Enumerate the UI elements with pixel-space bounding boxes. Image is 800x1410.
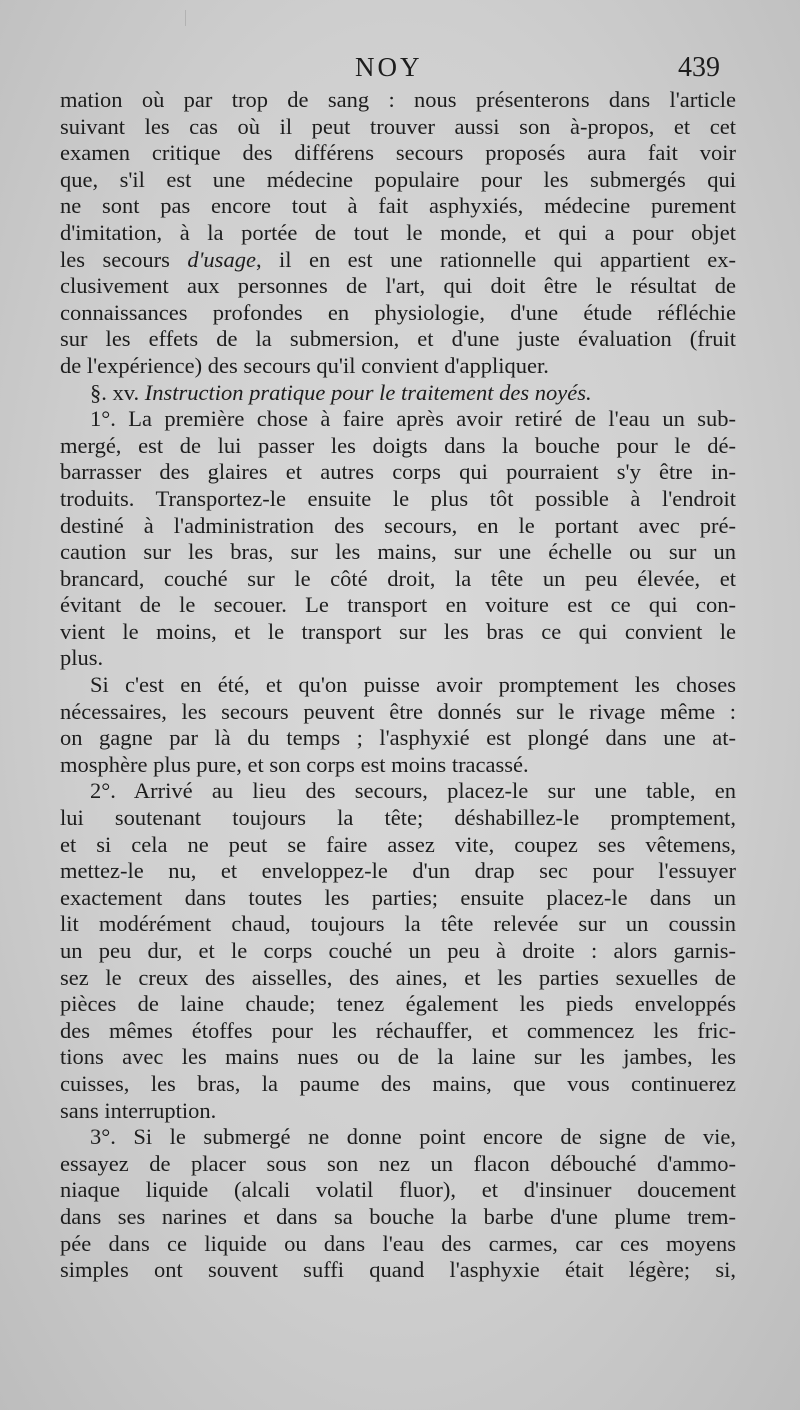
text-line: 3°. Si le submergé ne donne point encore de signe de vie, xyxy=(90,1124,736,1150)
text-line: d'imitation, à la portée de tout le monde, et qui a pour objet xyxy=(60,219,736,245)
text-line: 1°. La première chose à faire après avoir retiré de l'eau un sub- xyxy=(90,406,736,432)
body-text xyxy=(60,87,736,1284)
text-line: cuisses, les bras, la paume des mains, que vous continuerez xyxy=(60,1070,736,1096)
page-header xyxy=(0,52,800,86)
text-line: dans ses narines et dans sa bouche la barbe d'une plume trem- xyxy=(60,1203,736,1229)
text-line: mettez-le nu, et enveloppez-le d'un drap sec pour l'essuyer xyxy=(60,858,736,884)
text-line: lui soutenant toujours la tête; déshabillez-le promptement, xyxy=(60,805,736,831)
text-line: plus. xyxy=(60,645,104,671)
text-line: barrasser des glaires et autres corps qui pourraient s'y être in- xyxy=(60,459,736,485)
page-number: 439 xyxy=(678,52,720,83)
text-line: ne sont pas encore tout à fait asphyxiés, médecine purement xyxy=(60,193,736,219)
running-head: NOY xyxy=(355,52,423,82)
text-line: examen critique des différens secours proposés aura fait voir xyxy=(60,140,736,166)
text-line: 2°. Arrivé au lieu des secours, placez-le sur une table, en xyxy=(90,778,736,804)
scan-mark xyxy=(185,10,186,26)
text-line: sans interruption. xyxy=(60,1097,217,1123)
text-line: lit modérément chaud, toujours la tête relevée sur un coussin xyxy=(60,911,736,937)
text-line: destiné à l'administration des secours, en le portant avec pré- xyxy=(60,512,736,538)
text-line: pièces de laine chaude; tenez également les pieds enveloppés xyxy=(60,991,736,1017)
text-line: essayez de placer sous son nez un flacon débouché d'ammo- xyxy=(60,1150,736,1176)
text-line: troduits. Transportez-le ensuite le plus tôt possible à l'endroit xyxy=(60,485,736,511)
text-fragment: les secours xyxy=(60,246,188,272)
text-line: Si c'est en été, et qu'on puisse avoir promptement les choses xyxy=(90,672,736,698)
text-line: suivant les cas où il peut trouver aussi son à-propos, et cet xyxy=(60,113,736,139)
text-line: sez le creux des aisselles, des aines, et les parties sexuelles de xyxy=(60,964,736,990)
text-line: tions avec les mains nues ou de la laine sur les jambes, les xyxy=(60,1044,736,1070)
text-line: exactement dans toutes les parties; ensuite placez-le dans un xyxy=(60,884,736,910)
text-line: et si cela ne peut se faire assez vite, coupez ses vêtemens, xyxy=(60,831,736,857)
text-line: vient le moins, et le transport sur les bras ce qui convient le xyxy=(60,618,736,644)
text-line: mosphère plus pure, et son corps est moins tracassé. xyxy=(60,751,529,777)
text-line: de l'expérience) des secours qu'il convient d'appliquer. xyxy=(60,352,549,378)
text-line: que, s'il est une médecine populaire pour les submergés qui xyxy=(60,166,736,192)
section-heading xyxy=(60,380,736,407)
text-line: évitant de le secouer. Le transport en voiture est ce qui con- xyxy=(60,592,736,618)
text-line: un peu dur, et le corps couché un peu à droite : alors garnis- xyxy=(60,938,736,963)
text-line: on gagne par là du temps ; l'asphyxié est plongé dans une at- xyxy=(60,725,736,751)
text-line: simples ont souvent suffi quand l'asphyxie était légère; si, xyxy=(60,1257,736,1283)
text-line: connaissances profondes en physiologie, d'une étude réfléchie xyxy=(60,299,736,325)
section-title: Instruction pratique pour le traitement des noyés. xyxy=(144,379,592,405)
text-line: des mêmes étoffes pour les réchauffer, et commencez les fric- xyxy=(60,1017,736,1043)
text-line: clusivement aux personnes de l'art, qui doit être le résultat de xyxy=(60,273,736,299)
text-line: brancard, couché sur le côté droit, la tête un peu élevée, et xyxy=(60,565,736,591)
text-line: sur les effets de la submersion, et d'une juste évaluation (fruit xyxy=(60,326,736,352)
text-line: caution sur les bras, sur les mains, sur une échelle ou sur un xyxy=(60,539,736,565)
italic-term: d'usage xyxy=(187,246,256,272)
text-line: niaque liquide (alcali volatil fluor), et d'insinuer doucement xyxy=(60,1177,736,1203)
text-line: mergé, est de lui passer les doigts dans la bouche pour le dé- xyxy=(60,432,736,458)
text-line xyxy=(60,247,736,274)
text-line: pée dans ce liquide ou dans l'eau des carmes, car ces moyens xyxy=(60,1230,736,1256)
section-number: §. xv. xyxy=(90,379,140,405)
text-fragment: , il en est une rationnelle qui appartient ex- xyxy=(255,246,736,272)
text-line: mation où par trop de sang : nous présenterons dans l'article xyxy=(60,87,736,112)
text-line: nécessaires, les secours peuvent être donnés sur le rivage même : xyxy=(60,698,736,724)
